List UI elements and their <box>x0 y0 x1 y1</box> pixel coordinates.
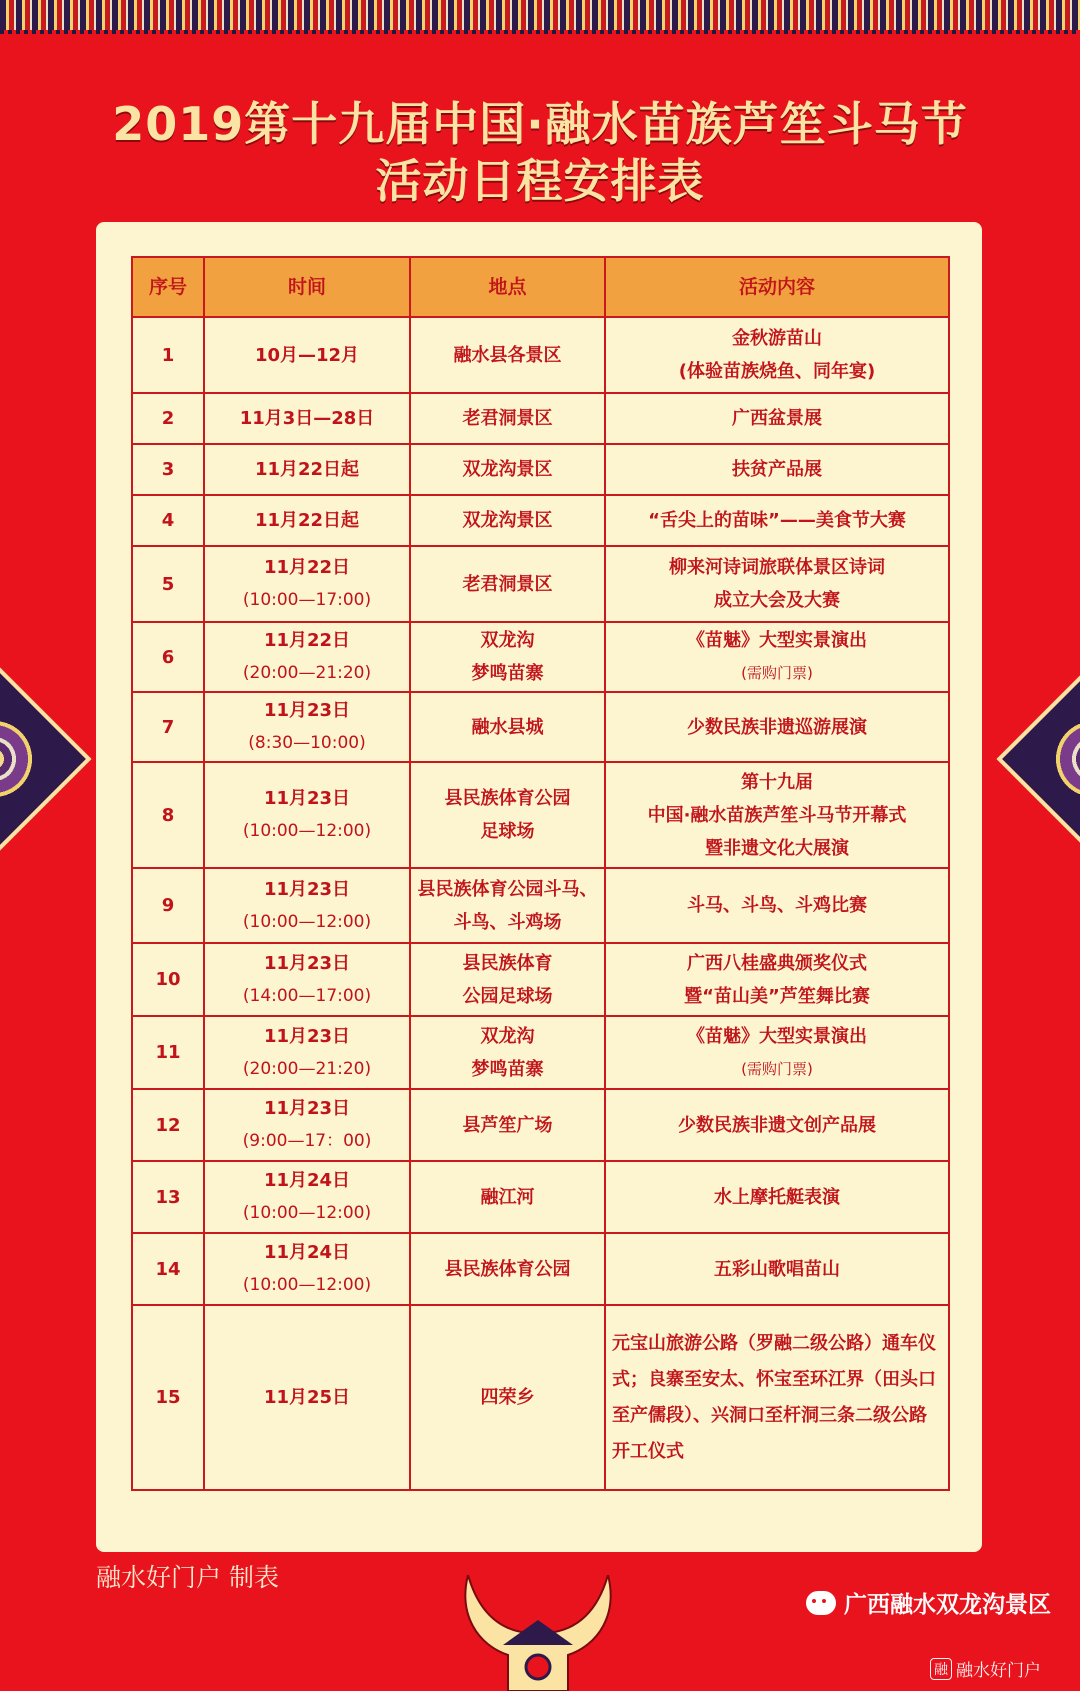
table-row <box>132 393 949 444</box>
page-title: 2019第十九届中国·融水苗族芦笙斗马节 <box>112 97 968 151</box>
activity-line: (体验苗族烧鱼、同年宴) <box>678 361 876 382</box>
row-date <box>204 1016 410 1089</box>
row-place: 融水县各景区 <box>410 317 605 393</box>
time-line: (8:30—10:00) <box>248 733 366 753</box>
header-place: 地点 <box>410 257 605 317</box>
row-date <box>204 622 410 692</box>
activity-line: 至产儒段）、兴洞口至杆洞三条二级公路 <box>612 1404 927 1426</box>
row-activity: 广西盆景展 <box>605 393 949 444</box>
ethnic-pattern-border <box>0 0 1080 30</box>
activity-line: 元宝山旅游公路（罗融二级公路）通车仪 <box>612 1332 936 1354</box>
row-date: 11月22日起 <box>204 495 410 546</box>
date-line: 11月24日 <box>263 1242 351 1263</box>
row-place: 双龙沟景区 <box>410 495 605 546</box>
place-line: 梦鸣苗寨 <box>471 1058 544 1080</box>
date-line: 11月23日 <box>263 788 351 809</box>
watermark-text: 融水好门户 <box>956 1661 1041 1681</box>
table-row <box>132 762 949 868</box>
activity-line: 《苗魅》大型实景演出 <box>687 630 867 651</box>
activity-line: 暨“苗山美”芦笙舞比赛 <box>684 985 870 1007</box>
row-place <box>410 622 605 692</box>
watermark-logo: 融 <box>930 1658 952 1680</box>
table-row <box>132 1016 949 1089</box>
row-activity: “舌尖上的苗味”——美食节大赛 <box>605 495 949 546</box>
table-row <box>132 692 949 762</box>
row-no: 11 <box>132 1016 204 1089</box>
row-place <box>410 1016 605 1089</box>
row-place <box>410 943 605 1016</box>
time-line: (20:00—21:20) <box>242 663 372 683</box>
row-place <box>410 868 605 943</box>
time-line: (10:00—12:00) <box>242 1275 372 1295</box>
table-row <box>132 1233 949 1305</box>
ticket-note: (需购门票) <box>741 664 813 682</box>
activity-line: 《苗魅》大型实景演出 <box>687 1025 867 1047</box>
row-place <box>410 762 605 868</box>
activity-line: 柳来河诗词旅联体景区诗词 <box>669 557 885 578</box>
row-activity: 少数民族非遗巡游展演 <box>605 692 949 762</box>
date-line: 11月23日 <box>263 700 351 721</box>
row-place: 县民族体育公园 <box>410 1233 605 1305</box>
ticket-note: (需购门票) <box>741 1059 813 1078</box>
table-row <box>132 622 949 692</box>
date-line: 11月23日 <box>263 878 351 900</box>
activity-line: 开工仪式 <box>612 1440 684 1462</box>
date-line: 11月22日 <box>263 557 351 578</box>
table-row <box>132 868 949 943</box>
place-line: 双龙沟 <box>480 630 535 651</box>
row-activity: 斗马、斗鸟、斗鸡比赛 <box>605 868 949 943</box>
page-subtitle: 活动日程安排表 <box>375 154 705 208</box>
row-activity: 扶贫产品展 <box>605 444 949 495</box>
row-date <box>204 762 410 868</box>
row-activity <box>605 317 949 393</box>
row-activity <box>605 622 949 692</box>
table-row <box>132 495 949 546</box>
watermark <box>930 1656 1041 1681</box>
table-row <box>132 1089 949 1161</box>
wechat-account <box>806 1586 1051 1619</box>
row-no: 6 <box>132 622 204 692</box>
time-line: (10:00—12:00) <box>242 1203 372 1223</box>
header-activity: 活动内容 <box>605 257 949 317</box>
row-no: 7 <box>132 692 204 762</box>
table-row <box>132 444 949 495</box>
row-date <box>204 546 410 622</box>
place-line: 双龙沟 <box>480 1025 535 1047</box>
date-line: 11月23日 <box>263 1025 351 1047</box>
table-row <box>132 546 949 622</box>
row-activity <box>605 1305 949 1490</box>
row-activity: 水上摩托艇表演 <box>605 1161 949 1233</box>
time-line: (10:00—12:00) <box>242 821 372 841</box>
row-place: 四荣乡 <box>410 1305 605 1490</box>
row-activity: 五彩山歌唱苗山 <box>605 1233 949 1305</box>
activity-line: 成立大会及大赛 <box>714 590 840 611</box>
table-row <box>132 317 949 393</box>
row-activity <box>605 943 949 1016</box>
table-header-row <box>132 257 949 317</box>
place-line: 公园足球场 <box>462 985 553 1007</box>
row-date: 11月25日 <box>204 1305 410 1490</box>
row-date <box>204 943 410 1016</box>
row-no: 1 <box>132 317 204 393</box>
row-activity: 少数民族非遗文创产品展 <box>605 1089 949 1161</box>
row-place: 老君洞景区 <box>410 393 605 444</box>
activity-line: 暨非遗文化大展演 <box>705 837 849 859</box>
row-no: 15 <box>132 1305 204 1490</box>
row-date <box>204 1161 410 1233</box>
schedule-table <box>131 256 950 1491</box>
activity-line: 中国·融水苗族芦笙斗马节开幕式 <box>647 804 907 826</box>
row-date <box>204 692 410 762</box>
row-no: 12 <box>132 1089 204 1161</box>
row-no: 2 <box>132 393 204 444</box>
row-no: 8 <box>132 762 204 868</box>
row-place: 县芦笙广场 <box>410 1089 605 1161</box>
row-date: 10月—12月 <box>204 317 410 393</box>
row-date <box>204 1089 410 1161</box>
time-line: (10:00—17:00) <box>242 590 372 610</box>
place-line: 县民族体育公园斗马、 <box>417 878 598 900</box>
row-date: 11月22日起 <box>204 444 410 495</box>
activity-line: 广西八桂盛典颁奖仪式 <box>687 952 867 974</box>
row-activity <box>605 762 949 868</box>
time-line: (14:00—17:00) <box>242 985 372 1006</box>
table-row <box>132 1305 949 1490</box>
row-no: 4 <box>132 495 204 546</box>
place-line: 斗鸟、斗鸡场 <box>453 911 562 933</box>
row-date <box>204 1233 410 1305</box>
table-row <box>132 943 949 1016</box>
row-place: 融水县城 <box>410 692 605 762</box>
place-line: 梦鸣苗寨 <box>471 663 544 684</box>
activity-line: 第十九届 <box>741 771 813 793</box>
ornament-diamond-right <box>996 661 1080 856</box>
time-line: (10:00—12:00) <box>242 911 372 932</box>
bull-head-ornament <box>448 1575 628 1691</box>
row-no: 14 <box>132 1233 204 1305</box>
activity-line: 金秋游苗山 <box>732 328 822 349</box>
ornament-diamond-left <box>0 661 92 856</box>
place-line: 足球场 <box>480 821 535 842</box>
header-time: 时间 <box>204 257 410 317</box>
row-place: 双龙沟景区 <box>410 444 605 495</box>
row-place: 老君洞景区 <box>410 546 605 622</box>
place-line: 县民族体育 <box>462 952 553 974</box>
header-no: 序号 <box>132 257 204 317</box>
row-date: 11月3日—28日 <box>204 393 410 444</box>
date-line: 11月22日 <box>263 630 351 651</box>
row-no: 13 <box>132 1161 204 1233</box>
table-row <box>132 1161 949 1233</box>
row-no: 5 <box>132 546 204 622</box>
wechat-account-name: 广西融水双龙沟景区 <box>844 1592 1051 1618</box>
time-line: (20:00—21:20) <box>242 1058 372 1079</box>
row-no: 3 <box>132 444 204 495</box>
row-no: 10 <box>132 943 204 1016</box>
activity-line: 式；良寨至安太、怀宝至环江界（田头口 <box>612 1368 936 1390</box>
date-line: 11月23日 <box>263 952 351 974</box>
row-place: 融江河 <box>410 1161 605 1233</box>
row-no: 9 <box>132 868 204 943</box>
row-activity <box>605 546 949 622</box>
wechat-icon <box>806 1591 836 1615</box>
date-line: 11月24日 <box>263 1170 351 1191</box>
time-line: (9:00—17：00) <box>242 1131 372 1151</box>
row-date <box>204 868 410 943</box>
place-line: 县民族体育公园 <box>444 788 571 809</box>
table-credit: 融水好门户 制表 <box>96 1563 279 1592</box>
row-activity <box>605 1016 949 1089</box>
date-line: 11月23日 <box>263 1098 351 1119</box>
